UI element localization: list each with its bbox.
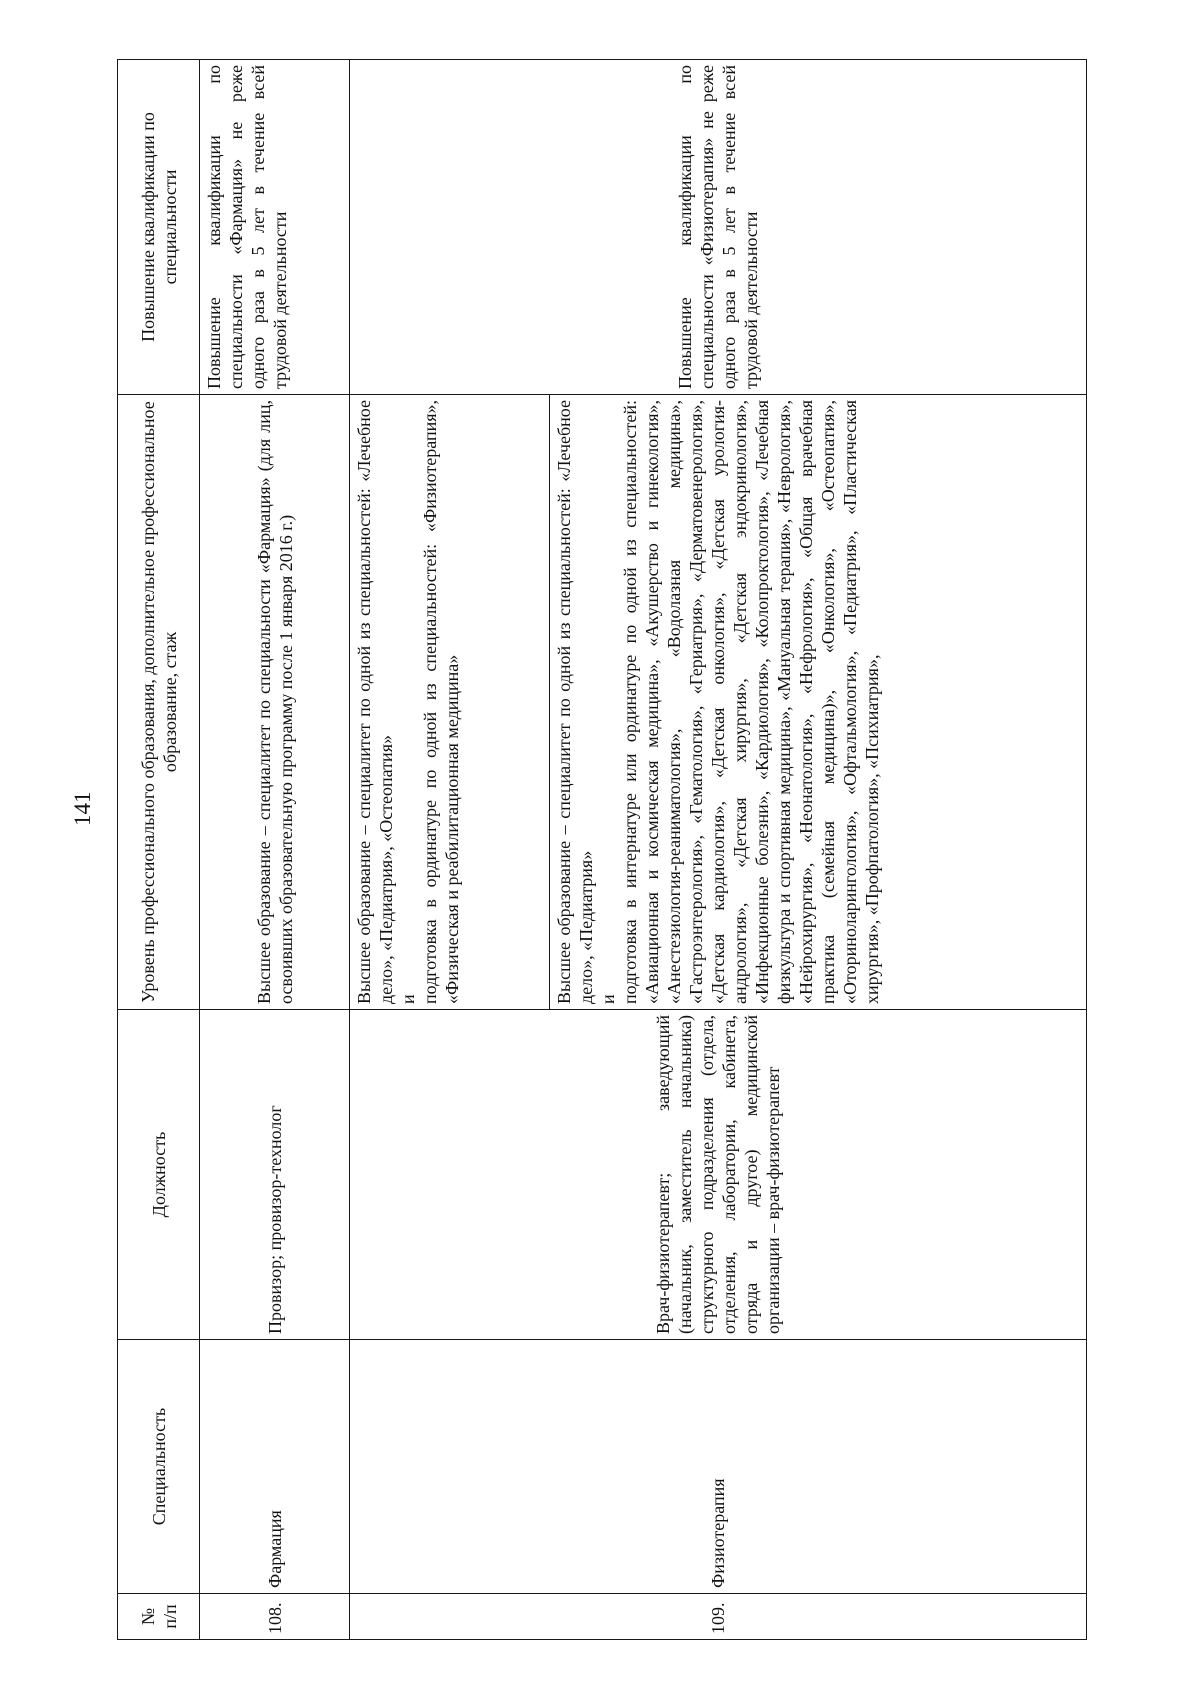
row-qualification: Повышение квалификации по специальности «Физиотерапия» не реже одного раза в 5 лет в течение всей трудовой деятельности bbox=[350, 60, 1087, 395]
education-text: Высшее образование – специалитет по одной из специальностей: «Лечебное дело», «Педиатрия», «Остеопатия» bbox=[354, 400, 396, 1004]
page-number: 141 bbox=[70, 791, 95, 826]
row-number: 109. bbox=[350, 1594, 1087, 1640]
row-education-block-1 bbox=[350, 395, 550, 1010]
education-and: и bbox=[398, 994, 418, 1004]
row-education-block-2 bbox=[550, 395, 1087, 1010]
header-qualification: Повышение квалификации по специальности bbox=[118, 60, 200, 395]
table-row bbox=[350, 60, 550, 1640]
table-row bbox=[200, 60, 350, 1640]
header-position: Должность bbox=[118, 1010, 200, 1340]
education-text: подготовка в интернатуре или ординатуре по одной из специальностей: «Авиационная и космическая медицина», «Акушерство и гинекология», «Анестезиология-реаниматология», «Водолазная медицина», «Гастроэнтерология», «Гематология», «Гериатрия», «Дерматовенерология», «Детская кардиология», «Детская онкология», «Детская урология-андрология», «Детская хирургия», «Детская эндокринология», «Инфекционные болезни», «Кардиология», «Колопроктология», «Лечебная физкультура и спортивная медицина», «Мануальная терапия», «Неврология», «Нейрохирургия», «Неонатология», «Нефрология», «Общая врачебная практика (семейная медицина)», «Онкология», «Остеопатия», «Оториноларингология», «Офтальмология», «Педиатрия», «Пластическая хирургия», «Профпатология», «Психиатрия», bbox=[620, 400, 882, 1004]
header-specialty: Специальность bbox=[118, 1340, 200, 1594]
row-qualification: Повышение квалификации по специальности «Фармация» не реже одного раза в 5 лет в течение всей трудовой деятельности bbox=[200, 60, 350, 395]
education-text: подготовка в ординатуре по одной из специальностей: «Физиотерапия», «Физическая и реабилитационная медицина» bbox=[420, 400, 462, 1004]
row-position: Врач-физиотерапевт; заведующий (начальник, заместитель начальника) структурного подразделения (отдела, отделения, лаборатории, кабинета, отряда и другое) медицинской организации – врач-физиотерапевт bbox=[350, 1010, 1087, 1340]
education-text: Высшее образование – специалитет по одной из специальностей: «Лечебное дело», «Педиатрия» bbox=[554, 400, 596, 1004]
education-and: и bbox=[598, 994, 618, 1004]
row-specialty: Физиотерапия bbox=[350, 1340, 1087, 1594]
header-number: № п/п bbox=[118, 1594, 200, 1640]
table-header-row bbox=[118, 60, 200, 1640]
qualification-table bbox=[117, 59, 1087, 1640]
header-education: Уровень профессионального образования, дополнительное профессиональное образование, стаж bbox=[118, 395, 200, 1010]
row-position: Провизор; провизор-технолог bbox=[200, 1010, 350, 1340]
row-specialty: Фармация bbox=[200, 1340, 350, 1594]
row-education: Высшее образование – специалитет по специальности «Фармация» (для лиц, освоивших образовательную программу после 1 января 2016 г.) bbox=[200, 395, 350, 1010]
row-number: 108. bbox=[200, 1594, 350, 1640]
rotated-table-container bbox=[117, 60, 1087, 1640]
